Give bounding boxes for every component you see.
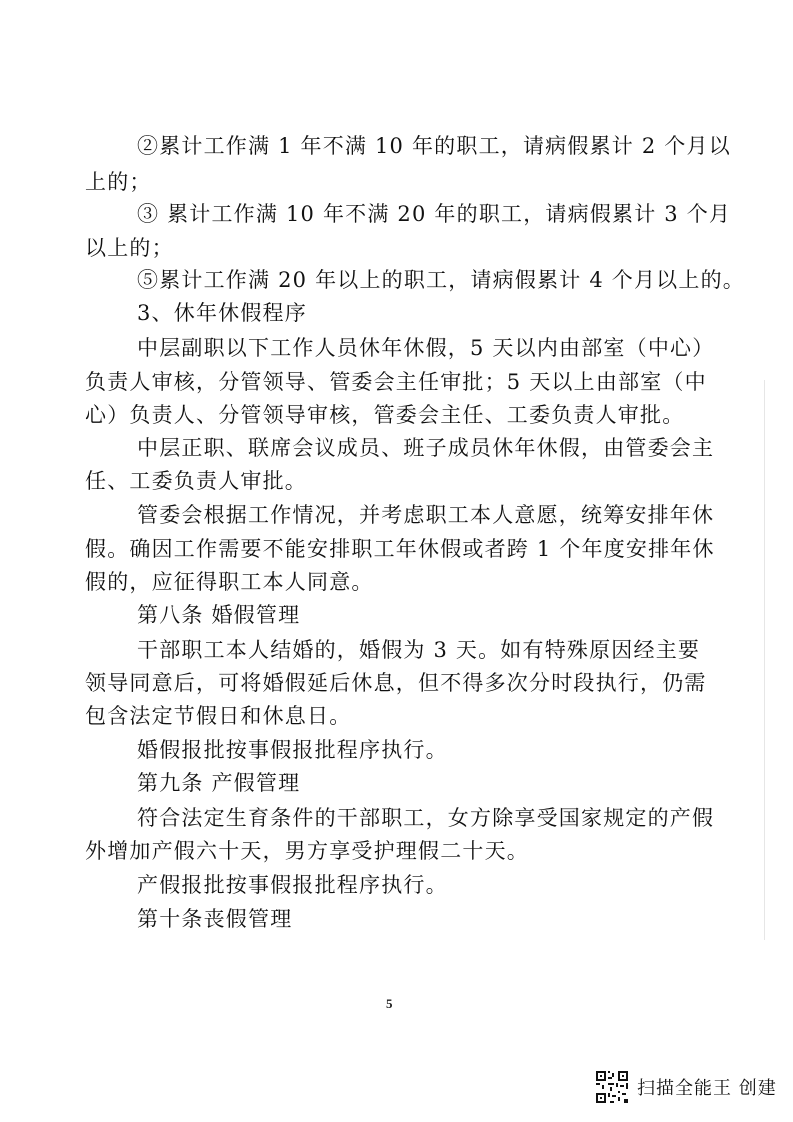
body-line-3: ③ 累计工作满 10 年不满 20 年的职工，请病假累计 3 个月 (137, 202, 732, 226)
body-line-10: 中层正职、联席会议成员、班子成员休年休假，由管委会主 (137, 436, 715, 460)
article-10-heading: 第十条丧假管理 (137, 907, 293, 931)
body-line-19: 婚假报批按事假报批程序执行。 (137, 738, 448, 762)
body-line-23: 产假报批按事假报批程序执行。 (137, 873, 448, 897)
body-line-8: 负责人审核，分管领导、管委会主任审批；5 天以上由部室（中 (85, 370, 707, 394)
body-line-18: 包含法定节假日和休息日。 (85, 704, 352, 728)
body-line-22: 外增加产假六十天，男方享受护理假二十天。 (85, 839, 529, 863)
page-number: 5 (386, 996, 393, 1011)
body-line-17: 领导同意后，可将婚假延后休息，但不得多次分时段执行，仍需 (85, 671, 707, 695)
watermark-text: 扫描全能王 创建 (637, 1078, 777, 1099)
body-line-21: 符合法定生育条件的干部职工，女方除享受国家规定的产假 (137, 806, 715, 830)
qr-code-icon (595, 1070, 629, 1104)
body-line-16: 干部职工本人结婚的，婚假为 3 天。如有特殊原因经主要 (137, 638, 701, 662)
body-line-12: 管委会根据工作情况，并考虑职工本人意愿，统筹安排年休 (137, 503, 715, 527)
body-line-7: 中层副职以下工作人员休年休假，5 天以内由部室（中心） (137, 336, 715, 360)
article-9-heading: 第九条 产假管理 (137, 771, 301, 795)
section-heading-annual-leave: 3、休年休假程序 (137, 301, 307, 325)
body-line-11: 任、工委负责人审批。 (85, 469, 307, 493)
body-line-5: ⑤累计工作满 20 年以上的职工，请病假累计 4 个月以上的。 (137, 268, 745, 292)
body-line-1: ②累计工作满 1 年不满 10 年的职工，请病假累计 2 个月以 (137, 134, 731, 158)
body-line-4: 以上的； (85, 236, 174, 260)
body-line-13: 假。确因工作需要不能安排职工年休假或者跨 1 个年度安排年休 (85, 537, 715, 561)
scan-edge-shadow (764, 380, 765, 940)
scanner-watermark (595, 1065, 777, 1109)
article-8-heading: 第八条 婚假管理 (137, 603, 301, 627)
body-line-9: 心）负责人、分管领导审核，管委会主任、工委负责人审批。 (85, 403, 685, 427)
body-line-2: 上的； (85, 170, 152, 194)
body-line-14: 假的，应征得职工本人同意。 (85, 570, 374, 594)
